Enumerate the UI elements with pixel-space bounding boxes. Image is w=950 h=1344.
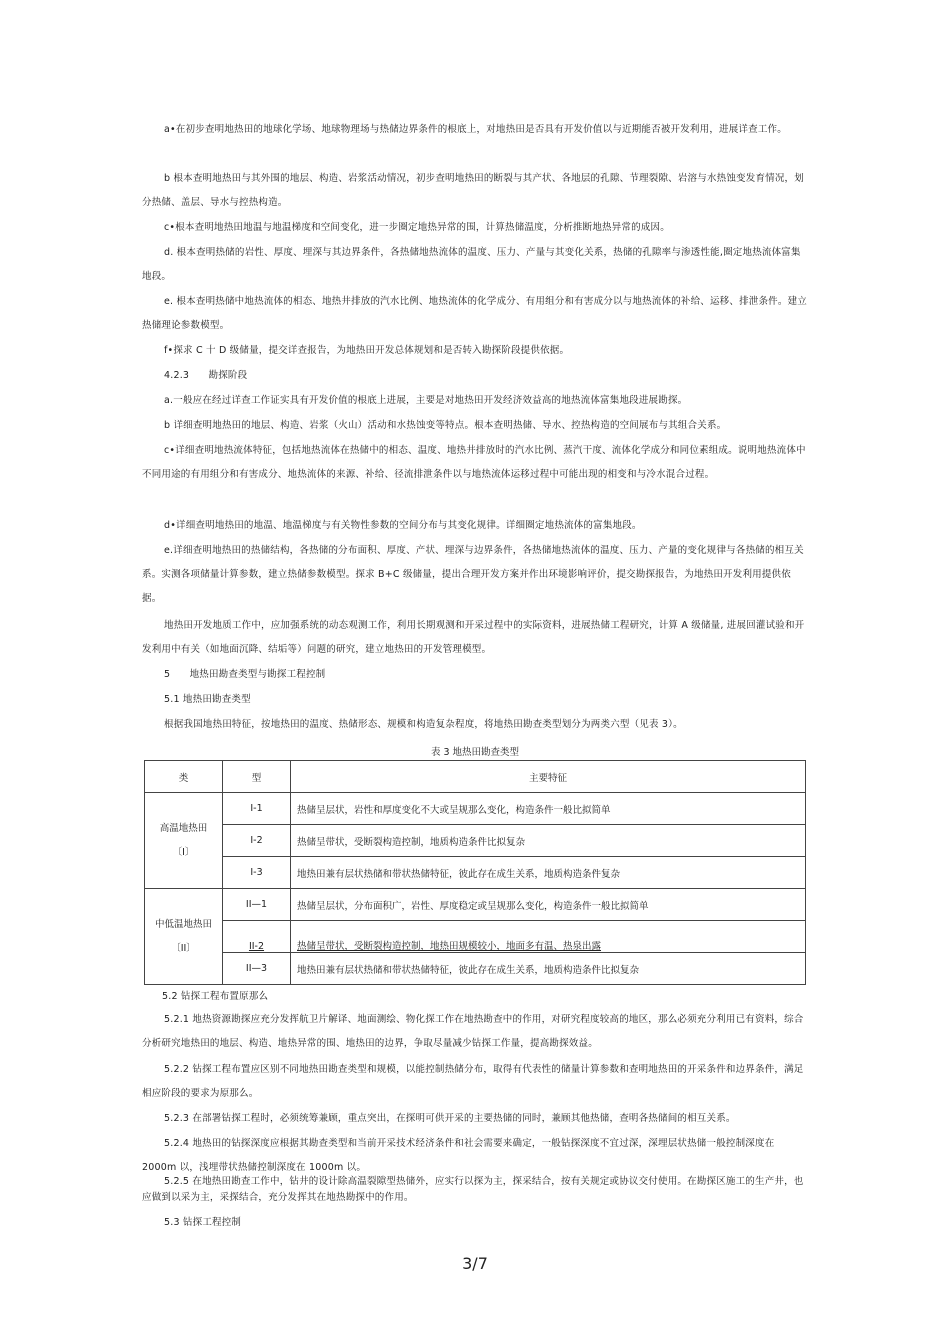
paragraph-detail-d: d. 根本查明热储的岩性、厚度、埋深与其边界条件，各热储地热流体的温度、压力、产量与其变化关系，热储的孔隙率与渗透性能,圈定地热流体富集地段。 (142, 247, 801, 282)
feature-cell: 热储呈层状，岩性和厚度变化不大或呈规那么变化，构造条件一般比拟简单 (291, 793, 806, 825)
feature-cell: 地热田兼有层状热储和带状热储特征，彼此存在成生关系，地质构造条件复杂 (291, 857, 806, 889)
paragraph-5-2-4: 5.2.4 地热田的钻探深度应根据其勘查类型和当前开采技术经济条件和社会需要来确定，一般钻探深度不宜过深，深埋层状热储一般控制深度在 2000m 以，浅埋带状热储控制深度在 1000m 以。 (142, 1138, 775, 1173)
heading-5-1: 5.1 地热田勘查类型 (164, 694, 251, 705)
table-header-row (145, 761, 806, 793)
table-row (145, 857, 806, 889)
paragraph-5-2-3: 5.2.3 在部署钻探工程时，必须统筹兼顾，重点突出，在探明可供开采的主要热储的同时，兼顾其他热储，查明各热储间的相互关系。 (164, 1113, 736, 1124)
page-number: 3/7 (462, 1254, 488, 1273)
feature-cell: 热储呈层状，分布面积广，岩性、厚度稳定或呈规那么变化，构造条件一般比拟简单 (291, 889, 806, 921)
paragraph-5-2-5: 5.2.5 在地热田勘查工作中，钻井的设计除高温裂隙型热储外，应实行以探为主，探采结合，按有关规定或协议交付使用。在勘探区施工的生产井，也应做到以采为主，采探结合，充分发挥其在地热勘探中的作用。 (142, 1176, 804, 1203)
table-row (145, 953, 806, 985)
paragraph-5-2-1: 5.2.1 地热资源勘探应充分发挥航卫片解译、地面测绘、物化探工作在地热勘查中的作用，对研究程度较高的地区，那么必须充分利用已有资料，综合分析研究地热田的地层、构造、地热异常的围、地热田的边界，争取尽量减少钻探工作量，提高勘探效益。 (142, 1014, 804, 1049)
paragraph-5-2-2: 5.2.2 钻探工程布置应区别不同地热田勘查类型和规模，以能控制热储分布，取得有代表性的储量计算参数和查明地热田的开采条件和边界条件，满足相应阶段的要求为原那么。 (142, 1064, 804, 1099)
paragraph-detail-a: a•在初步查明地热田的地球化学场、地球物理场与热储边界条件的根底上，对地热田是否具有开发价值以与近期能否被开发利用，进展详查工作。 (164, 124, 787, 135)
paragraph-5-1: 根据我国地热田特征，按地热田的温度、热储形态、规模和构造复杂程度，将地热田勘查类型划分为两类六型（见表 3）。 (164, 719, 683, 730)
group-name: 高温地热田 (159, 822, 208, 834)
group-code: 〔II〕 (171, 942, 196, 954)
paragraph-development: 地热田开发地质工作中，应加强系统的动态观测工作，利用长期观测和开采过程中的实际资料，进展热储工程研究，计算 A 级储量, 进展回灌试验和开发利用中有关（如地面沉降、结垢等）问题的研究，建立地热田的开发管理模型。 (142, 620, 805, 655)
heading-5-2: 5.2 钻探工程布置原那么 (162, 991, 269, 1002)
paragraph-detail-f: f•探求 C 十 D 级储量，提交详查报告，为地热田开发总体规划和是否转入勘探阶段提供依据。 (164, 345, 570, 356)
table-caption: 表 3 地热田勘查类型 (430, 747, 520, 758)
group-code: 〔I〕 (172, 846, 195, 858)
survey-type-table (144, 760, 806, 985)
paragraph-explore-e: e.详细查明地热田的热储结构，各热储的分布面积、厚度、产状、埋深与边界条件，各热储地热流体的温度、压力、产量的变化规律与各热储的相互关系。实测各项储量计算参数，建立热储参数模型。探求 B+C 级储量，提出合理开发方案并作出环境影响评价，提交勘探报告，为地热田开发利用提供依据。 (142, 545, 804, 604)
heading-4-2-3: 4.2.3 勘探阶段 (164, 370, 248, 381)
table-header-type: 型 (223, 761, 291, 793)
heading-5-3: 5.3 钻探工程控制 (164, 1217, 242, 1228)
feature-cell: 热储呈带状，受断裂构造控制，地质构造条件比拟复杂 (291, 825, 806, 857)
feature-cell: 地热田兼有层状热储和带状热储特征，彼此存在成生关系，地质构造条件比拟复杂 (291, 953, 806, 985)
table-row (145, 793, 806, 825)
feature-cell: 热储呈带状，受断裂构造控制，地热田规模较小，地面多有温、热泉出露 (291, 921, 806, 953)
table-row (145, 889, 806, 921)
heading-5: 5 地热田勘查类型与勘探工程控制 (164, 669, 326, 680)
type-cell: II-2 (223, 921, 291, 953)
type-cell: II—3 (223, 953, 291, 985)
type-cell: I-2 (223, 825, 291, 857)
paragraph-explore-d: d•详细查明地热田的地温、地温梯度与有关物性参数的空间分布与其变化规律。详细圈定地热流体的富集地段。 (164, 520, 642, 531)
table-header-feature: 主要特征 (291, 761, 806, 793)
table-header-class: 类 (145, 761, 223, 793)
paragraph-detail-e: e. 根本查明热储中地热流体的相态、地热井排放的汽水比例、地热流体的化学成分、有用组分和有害成分以与地热流体的补给、运移、排泄条件。建立热储理论参数模型。 (142, 296, 807, 331)
type-cell: II—1 (223, 889, 291, 921)
paragraph-explore-a: a.一般应在经过详查工作证实具有开发价值的根底上进展，主要是对地热田开发经济效益高的地热流体富集地段进展勘探。 (164, 395, 688, 406)
paragraph-explore-b: b 详细查明地热田的地层、构造、岩浆（火山）活动和水热蚀变等特点。根本查明热储、导水、控热构造的空间展布与其组合关系。 (164, 420, 727, 431)
paragraph-detail-b: b 根本查明地热田与其外围的地层、构造、岩浆活动情况，初步查明地热田的断裂与其产状、各地层的孔隙、节理裂隙、岩溶与水热蚀变发育情况，划分热储、盖层、导水与控热构造。 (142, 173, 804, 208)
group-cell-mid-low-temp (145, 889, 223, 985)
group-name: 中低温地热田 (154, 918, 212, 930)
group-cell-high-temp (145, 793, 223, 889)
table-row (145, 921, 806, 953)
table-row (145, 825, 806, 857)
paragraph-detail-c: c•根本查明地热田地温与地温梯度和空间变化，进一步圈定地热异常的围，计算热储温度，分析推断地热异常的成因。 (164, 222, 670, 233)
type-cell: I-3 (223, 857, 291, 889)
paragraph-explore-c: c•详细查明地热流体特征，包括地热流体在热储中的相态、温度、地热井排放时的汽水比例、蒸汽干度、流体化学成分和同位素组成。说明地热流体中不同用途的有用组分和有害成分、地热流体的来源、补给、径流排泄条件以与地热流体运移过程中可能出现的相变和与冷水混合过程。 (142, 445, 806, 480)
type-cell: I-1 (223, 793, 291, 825)
